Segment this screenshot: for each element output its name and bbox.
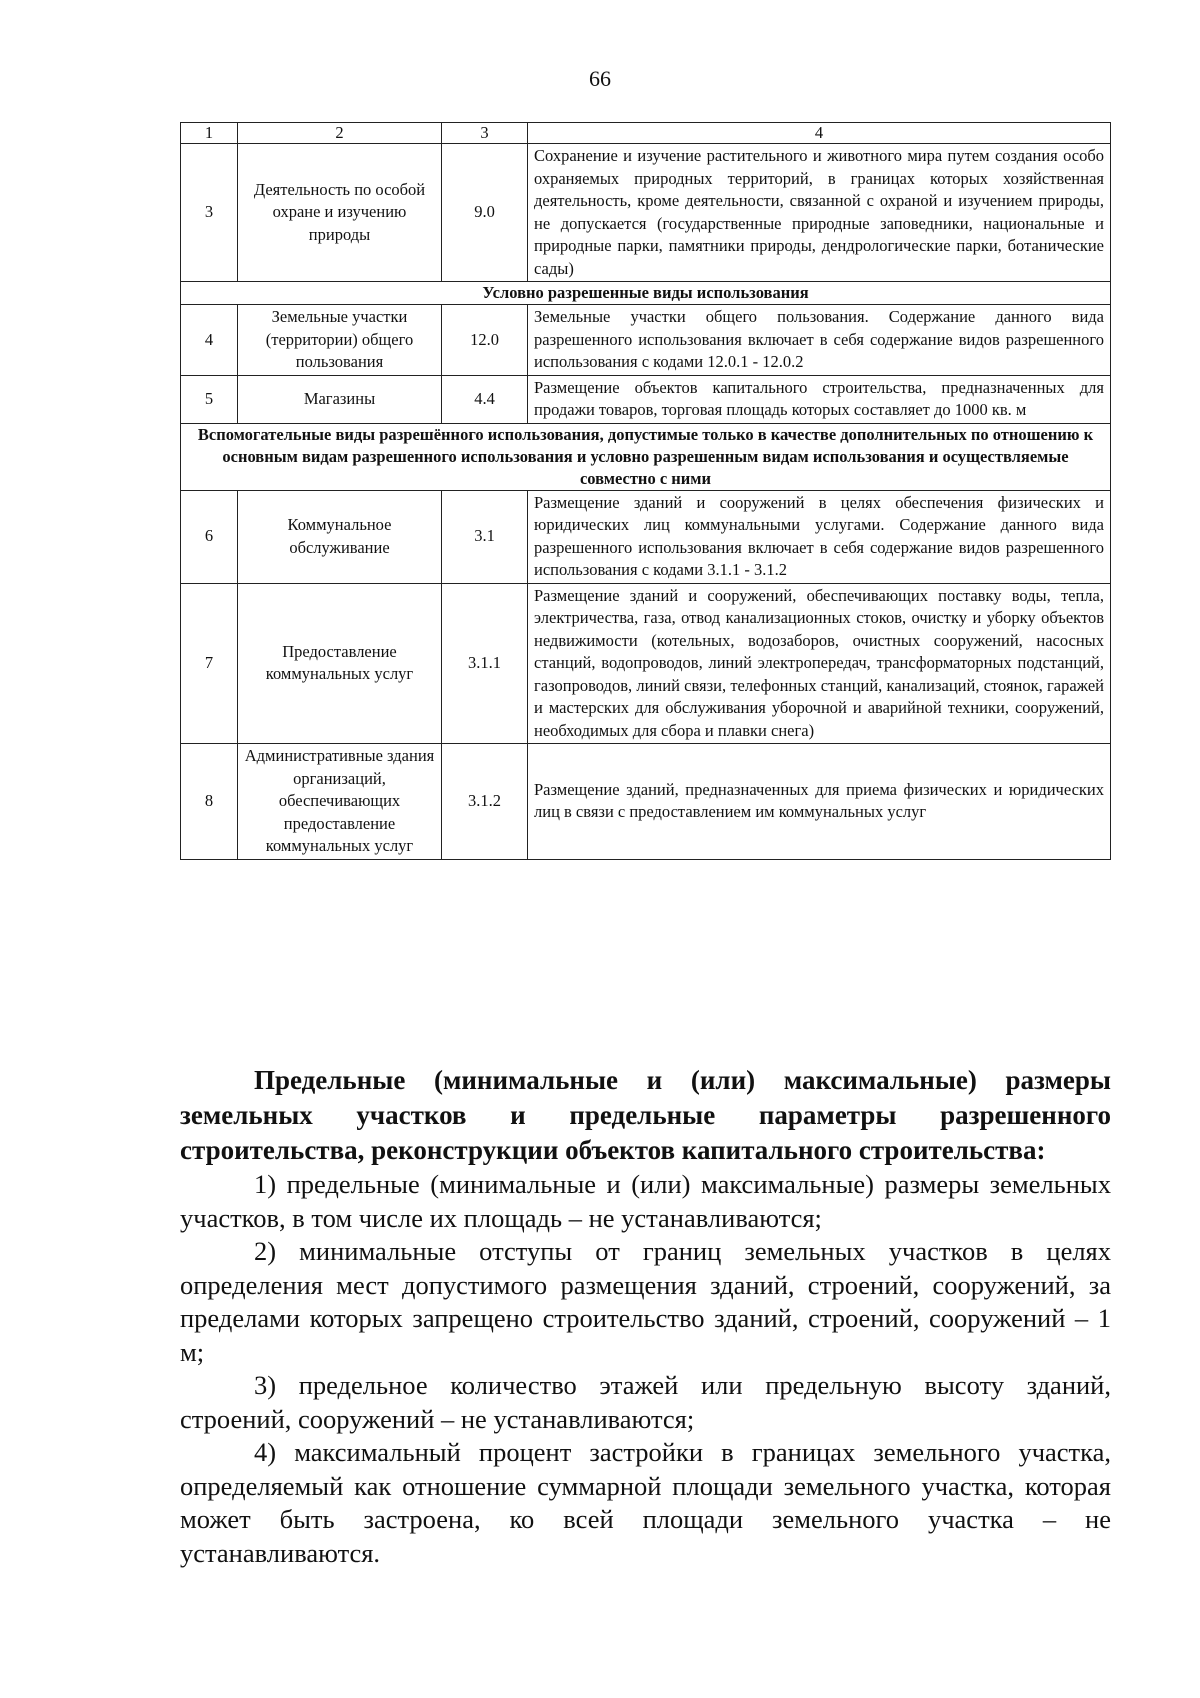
- row-number: 7: [181, 583, 238, 744]
- section-title: Условно разрешенные виды использования: [181, 282, 1111, 305]
- use-name: Предоставление коммунальных услуг: [238, 583, 442, 744]
- header-cell: 1: [181, 123, 238, 144]
- use-description: Размещение зданий и сооружений, обеспечивающих поставку воды, тепла, электричества, газа, отвод канализационных стоков, очистку и уборку объектов недвижимости (котельных, водозаборов, очистных сооружений, насосных станций, водопроводов, линий электропередач, трансформаторных подстанций, газопроводов, линий связи, телефонных станций, канализаций, стоянок, гаражей и мастерских для обслуживания уборочной и аварийной техники, сооружений, необходимых для сбора и плавки снега): [528, 583, 1111, 744]
- use-code: 3.1.2: [442, 744, 528, 860]
- table-row: [181, 490, 1111, 583]
- use-code: 12.0: [442, 305, 528, 376]
- body-text: [180, 1063, 1111, 1570]
- row-number: 6: [181, 490, 238, 583]
- row-number: 8: [181, 744, 238, 860]
- table-row: [181, 375, 1111, 423]
- header-cell: 4: [528, 123, 1111, 144]
- row-number: 4: [181, 305, 238, 376]
- use-name: Деятельность по особой охране и изучению природы: [238, 144, 442, 282]
- paragraph: 1) предельные (минимальные и (или) максимальные) размеры земельных участков, в том числе их площадь – не устанавливаются;: [180, 1169, 1111, 1233]
- paragraph: 2) минимальные отступы от границ земельных участков в целях определения мест допустимого размещения зданий, строений, сооружений, за пределами которых запрещено строительство зданий, строений, сооружений – 1 м;: [180, 1236, 1111, 1367]
- row-number: 3: [181, 144, 238, 282]
- table-row: [181, 583, 1111, 744]
- use-code: 4.4: [442, 375, 528, 423]
- use-name: Коммунальное обслуживание: [238, 490, 442, 583]
- table-row: [181, 144, 1111, 282]
- use-description: Размещение зданий, предназначенных для приема физических и юридических лиц в связи с предоставлением им коммунальных услуг: [528, 744, 1111, 860]
- page-number: 66: [589, 66, 611, 91]
- table-row: [181, 744, 1111, 860]
- use-description: Сохранение и изучение растительного и животного мира путем создания особо охраняемых природных территорий, в границах которых хозяйственная деятельность, кроме деятельности, связанной с охраной и изучением природы, не допускается (государственные природные заповедники, национальные и природные парки, памятники природы, дендрологические парки, ботанические сады): [528, 144, 1111, 282]
- section-row: [181, 282, 1111, 305]
- land-use-table: [180, 122, 1111, 860]
- paragraph: 4) максимальный процент застройки в границах земельного участка, определяемый как отношение суммарной площади земельного участка, которая может быть застроена, ко всей площади земельного участка – не устанавливаются.: [180, 1437, 1111, 1568]
- use-description: Размещение объектов капитального строительства, предназначенных для продажи товаров, торговая площадь которых составляет до 1000 кв. м: [528, 375, 1111, 423]
- paragraph: 3) предельное количество этажей или предельную высоту зданий, строений, сооружений – не устанавливаются;: [180, 1370, 1111, 1434]
- use-name: Административные здания организаций, обеспечивающих предоставление коммунальных услуг: [238, 744, 442, 860]
- row-number: 5: [181, 375, 238, 423]
- table-row: [181, 305, 1111, 376]
- table-header-row: [181, 123, 1111, 144]
- section-title: Вспомогательные виды разрешённого использования, допустимые только в качестве дополнительных по отношению к основным видам разрешенного использования и условно разрешенным видам использования и осуществляемые совместно с ними: [181, 423, 1111, 490]
- use-code: 9.0: [442, 144, 528, 282]
- header-cell: 3: [442, 123, 528, 144]
- section-heading: Предельные (минимальные и (или) максимальные) размеры земельных участков и предельные параметры разрешенного строительства, реконструкции объектов капитального строительства:: [180, 1065, 1111, 1165]
- use-name: Земельные участки (территории) общего пользования: [238, 305, 442, 376]
- use-description: Земельные участки общего пользования. Содержание данного вида разрешенного использования включает в себя содержание видов разрешенного использования с кодами 12.0.1 - 12.0.2: [528, 305, 1111, 376]
- section-row: [181, 423, 1111, 490]
- use-code: 3.1: [442, 490, 528, 583]
- use-code: 3.1.1: [442, 583, 528, 744]
- use-name: Магазины: [238, 375, 442, 423]
- use-description: Размещение зданий и сооружений в целях обеспечения физических и юридических лиц коммунальными услугами. Содержание данного вида разрешенного использования включает в себя содержание видов разрешенного использования с кодами 3.1.1 - 3.1.2: [528, 490, 1111, 583]
- header-cell: 2: [238, 123, 442, 144]
